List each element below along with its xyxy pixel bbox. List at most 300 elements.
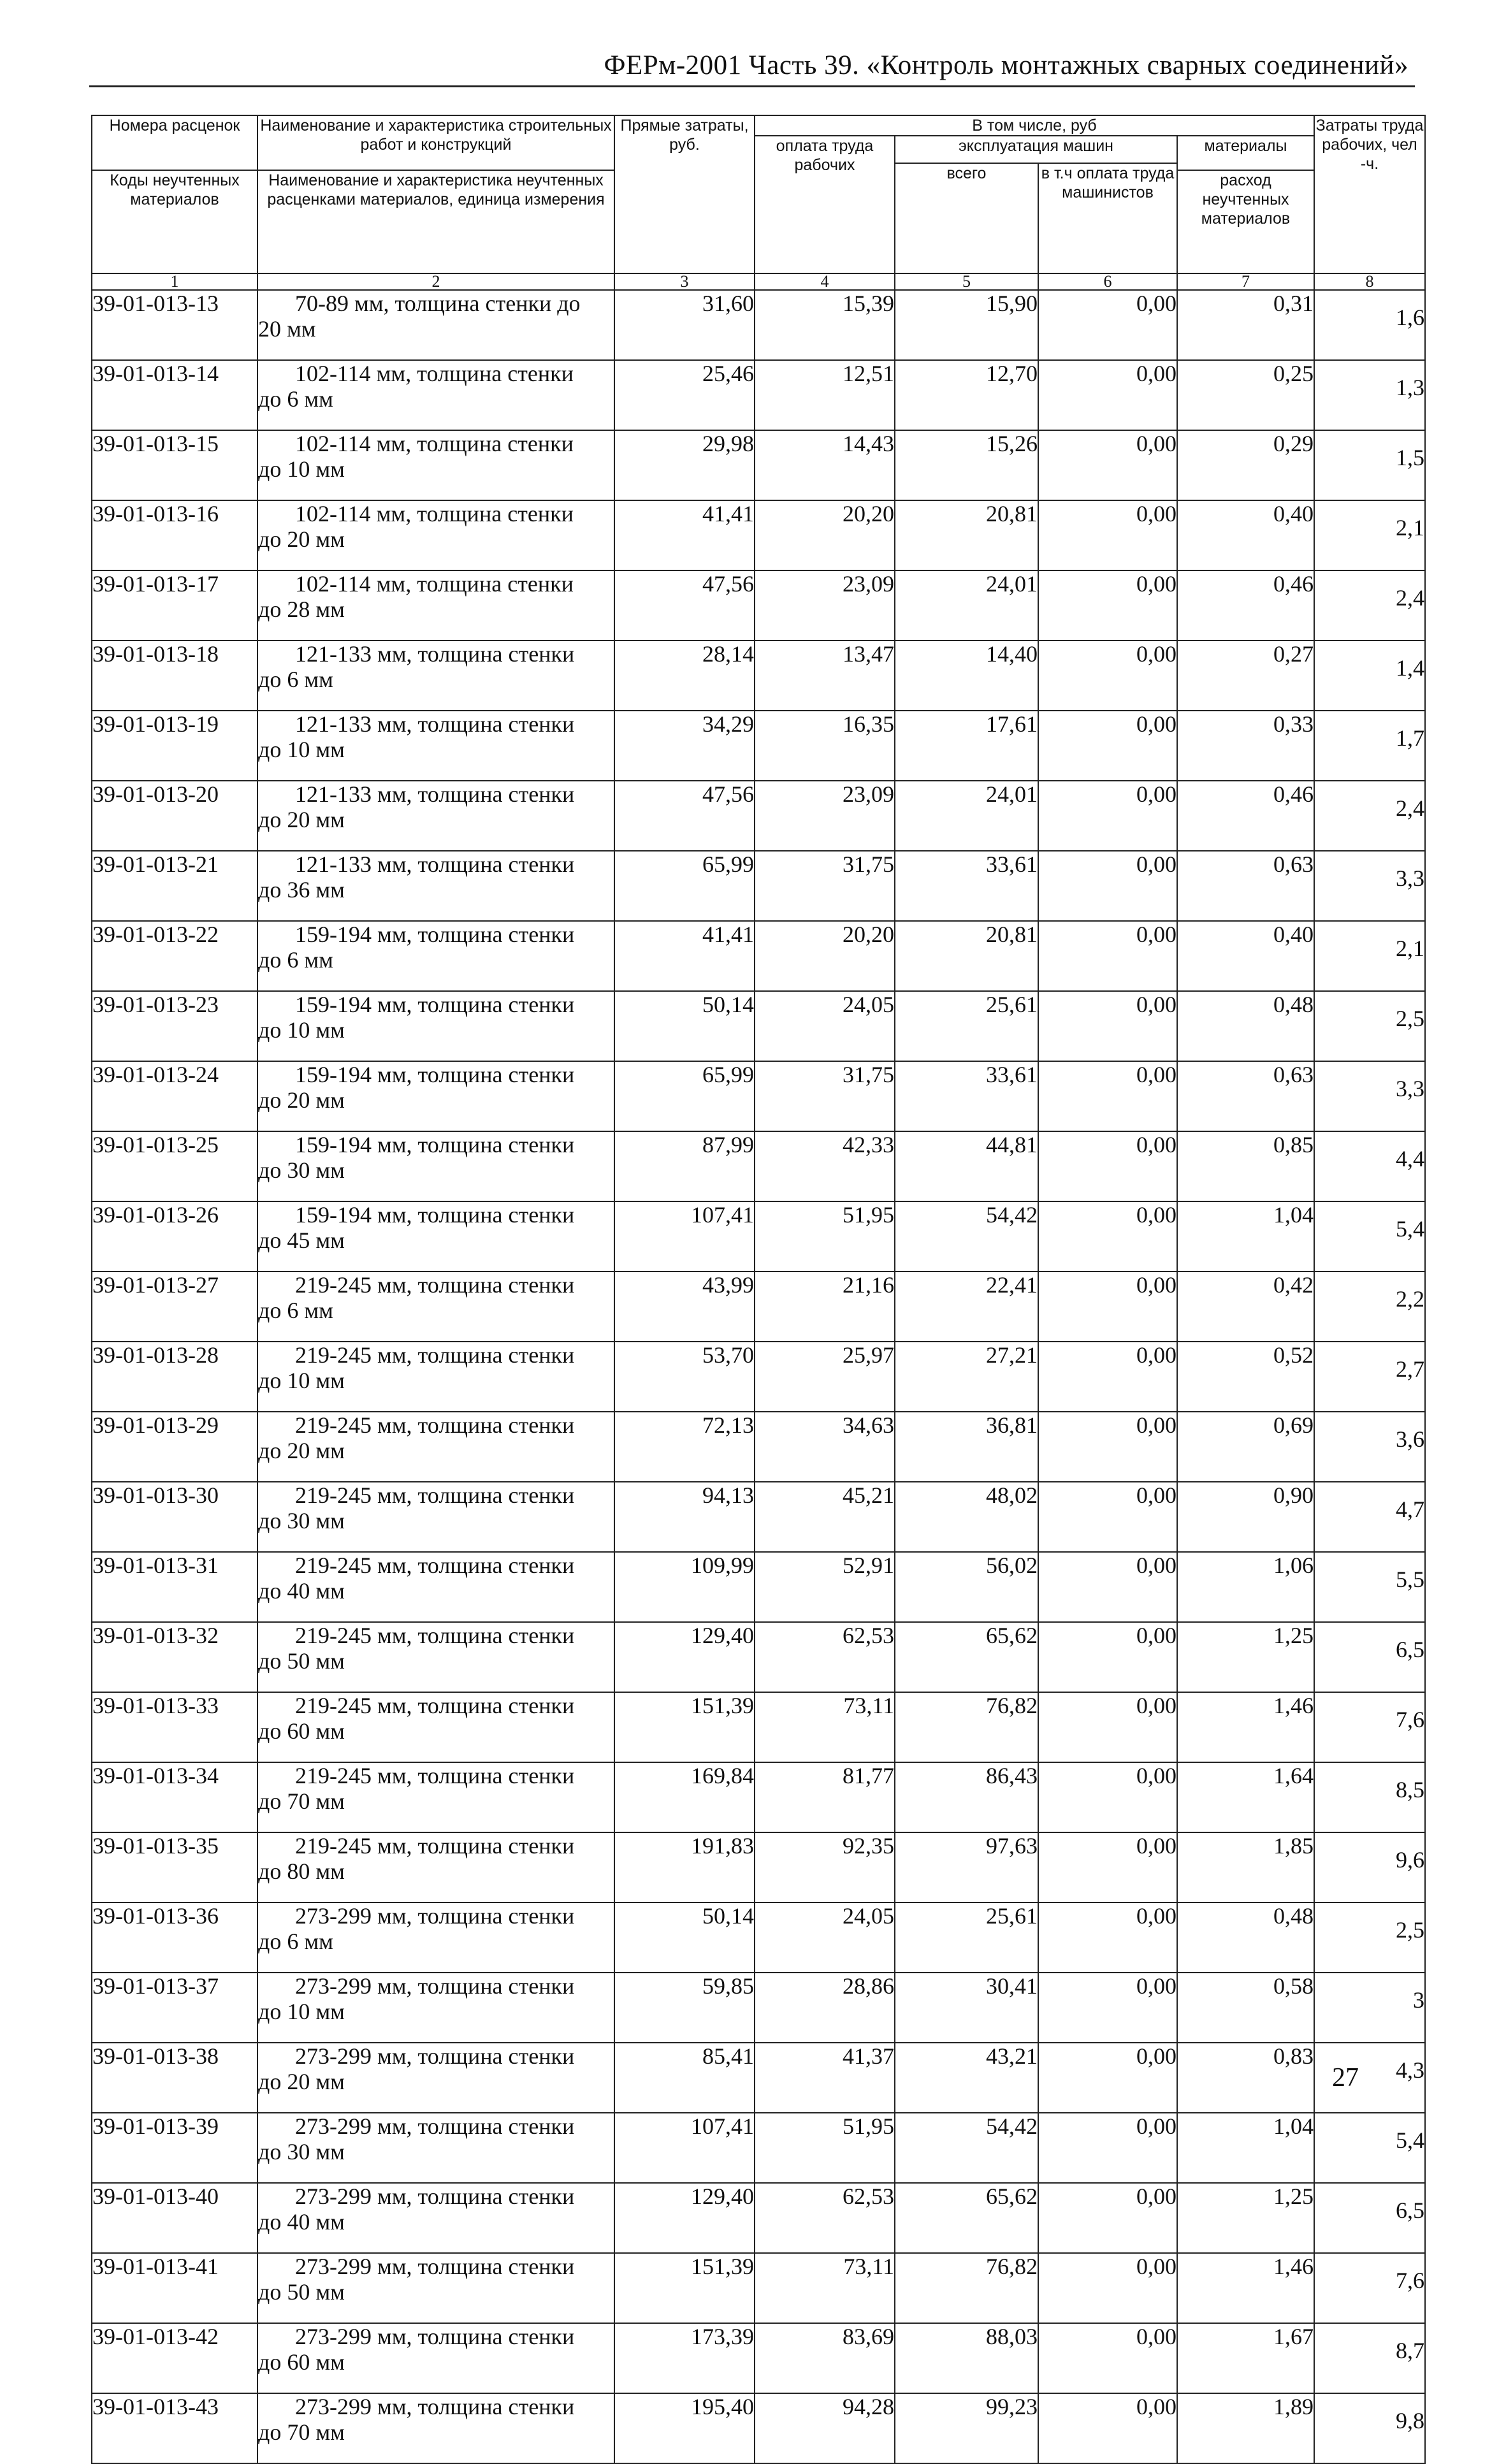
labor-hours-cell: 1,4 bbox=[1314, 641, 1425, 711]
header-machines-total: всего bbox=[895, 163, 1038, 273]
machinist-pay-cell: 0,00 bbox=[1038, 851, 1177, 921]
header-rate-numbers: Номера расценок bbox=[92, 115, 257, 170]
machines-total-cell: 56,02 bbox=[895, 1552, 1038, 1622]
rate-code-cell: 39-01-013-18 bbox=[92, 641, 257, 711]
header-material-names: Наименование и характеристика неучтенных расценками материалов, единица измерения bbox=[257, 170, 614, 273]
work-description-line2: до 10 мм bbox=[258, 1017, 345, 1043]
materials-cell: 0,25 bbox=[1177, 360, 1314, 430]
direct-costs-cell: 109,99 bbox=[614, 1552, 755, 1622]
machines-total-cell: 54,42 bbox=[895, 2113, 1038, 2183]
table-row bbox=[92, 500, 1425, 570]
work-description-line1: 219-245 мм, толщина стенки bbox=[295, 1693, 575, 1718]
work-description-line1: 273-299 мм, толщина стенки bbox=[295, 2254, 575, 2279]
labor-hours-cell: 4,3 bbox=[1314, 2043, 1425, 2113]
rate-code-cell: 39-01-013-29 bbox=[92, 1412, 257, 1482]
machines-total-cell: 24,01 bbox=[895, 570, 1038, 641]
rate-code-cell: 39-01-013-26 bbox=[92, 1201, 257, 1272]
work-description-line1: 273-299 мм, толщина стенки bbox=[295, 1903, 575, 1929]
work-description-line2: до 80 мм bbox=[258, 1859, 345, 1884]
machinist-pay-cell: 0,00 bbox=[1038, 2183, 1177, 2253]
table-row bbox=[92, 570, 1425, 641]
rate-code-cell: 39-01-013-33 bbox=[92, 1692, 257, 1762]
labor-hours-cell: 2,4 bbox=[1314, 570, 1425, 641]
worker-pay-cell: 92,35 bbox=[755, 1832, 895, 1902]
table-row bbox=[92, 2393, 1425, 2463]
work-description-line1: 273-299 мм, толщина стенки bbox=[295, 2394, 575, 2419]
materials-cell: 0,63 bbox=[1177, 1061, 1314, 1131]
work-description-line1: 273-299 мм, толщина стенки bbox=[295, 2184, 575, 2209]
work-description-line2: до 30 мм bbox=[258, 2139, 345, 2164]
labor-hours-cell: 6,5 bbox=[1314, 2183, 1425, 2253]
work-description-line2: до 6 мм bbox=[258, 1929, 333, 1954]
header-material-codes: Коды неучтенных материалов bbox=[92, 170, 257, 273]
table-row bbox=[92, 991, 1425, 1061]
machines-total-cell: 25,61 bbox=[895, 991, 1038, 1061]
machinist-pay-cell: 0,00 bbox=[1038, 711, 1177, 781]
machines-total-cell: 15,90 bbox=[895, 290, 1038, 360]
worker-pay-cell: 28,86 bbox=[755, 1973, 895, 2043]
work-description-line2: до 6 мм bbox=[258, 947, 333, 973]
worker-pay-cell: 62,53 bbox=[755, 1622, 895, 1692]
direct-costs-cell: 59,85 bbox=[614, 1973, 755, 2043]
labor-hours-cell: 2,5 bbox=[1314, 1902, 1425, 1973]
work-description-line2: до 20 мм bbox=[258, 1438, 345, 1463]
machines-total-cell: 86,43 bbox=[895, 1762, 1038, 1832]
machines-total-cell: 76,82 bbox=[895, 2253, 1038, 2323]
work-description-line1: 219-245 мм, толщина стенки bbox=[295, 1412, 575, 1438]
table-row bbox=[92, 1482, 1425, 1552]
labor-hours-cell: 9,6 bbox=[1314, 1832, 1425, 1902]
machinist-pay-cell: 0,00 bbox=[1038, 500, 1177, 570]
worker-pay-cell: 31,75 bbox=[755, 1061, 895, 1131]
machinist-pay-cell: 0,00 bbox=[1038, 570, 1177, 641]
labor-hours-cell: 8,7 bbox=[1314, 2323, 1425, 2393]
work-description-cell bbox=[257, 921, 614, 991]
work-description-cell bbox=[257, 2393, 614, 2463]
work-description-line1: 159-194 мм, толщина стенки bbox=[295, 1202, 575, 1228]
direct-costs-cell: 85,41 bbox=[614, 2043, 755, 2113]
work-description-cell bbox=[257, 500, 614, 570]
rate-code-cell: 39-01-013-43 bbox=[92, 2393, 257, 2463]
worker-pay-cell: 23,09 bbox=[755, 570, 895, 641]
machinist-pay-cell: 0,00 bbox=[1038, 1061, 1177, 1131]
rate-code-cell: 39-01-013-35 bbox=[92, 1832, 257, 1902]
work-description-cell bbox=[257, 1201, 614, 1272]
work-description-cell bbox=[257, 991, 614, 1061]
column-number: 6 bbox=[1038, 273, 1177, 290]
machinist-pay-cell: 0,00 bbox=[1038, 2393, 1177, 2463]
direct-costs-cell: 47,56 bbox=[614, 570, 755, 641]
labor-hours-cell: 3 bbox=[1314, 1973, 1425, 2043]
direct-costs-cell: 107,41 bbox=[614, 1201, 755, 1272]
work-description-cell bbox=[257, 1762, 614, 1832]
work-description-line2: до 20 мм bbox=[258, 2069, 345, 2094]
worker-pay-cell: 31,75 bbox=[755, 851, 895, 921]
machinist-pay-cell: 0,00 bbox=[1038, 1762, 1177, 1832]
direct-costs-cell: 169,84 bbox=[614, 1762, 755, 1832]
materials-cell: 0,42 bbox=[1177, 1272, 1314, 1342]
labor-hours-cell: 9,8 bbox=[1314, 2393, 1425, 2463]
materials-cell: 0,48 bbox=[1177, 1902, 1314, 1973]
work-description-line1: 273-299 мм, толщина стенки bbox=[295, 1973, 575, 1999]
work-description-line1: 102-114 мм, толщина стенки bbox=[295, 571, 574, 597]
materials-cell: 0,63 bbox=[1177, 851, 1314, 921]
labor-hours-cell: 6,5 bbox=[1314, 1622, 1425, 1692]
machinist-pay-cell: 0,00 bbox=[1038, 2043, 1177, 2113]
worker-pay-cell: 73,11 bbox=[755, 2253, 895, 2323]
direct-costs-cell: 94,13 bbox=[614, 1482, 755, 1552]
labor-hours-cell: 4,4 bbox=[1314, 1131, 1425, 1201]
direct-costs-cell: 43,99 bbox=[614, 1272, 755, 1342]
direct-costs-cell: 29,98 bbox=[614, 430, 755, 500]
labor-hours-cell: 3,6 bbox=[1314, 1412, 1425, 1482]
work-description-cell bbox=[257, 2323, 614, 2393]
rate-code-cell: 39-01-013-13 bbox=[92, 290, 257, 360]
worker-pay-cell: 21,16 bbox=[755, 1272, 895, 1342]
materials-cell: 0,27 bbox=[1177, 641, 1314, 711]
machines-total-cell: 43,21 bbox=[895, 2043, 1038, 2113]
work-description-line2: до 70 мм bbox=[258, 1788, 345, 1814]
labor-hours-cell: 4,7 bbox=[1314, 1482, 1425, 1552]
labor-hours-cell: 2,5 bbox=[1314, 991, 1425, 1061]
machines-total-cell: 17,61 bbox=[895, 711, 1038, 781]
machinist-pay-cell: 0,00 bbox=[1038, 360, 1177, 430]
machines-total-cell: 65,62 bbox=[895, 1622, 1038, 1692]
machinist-pay-cell: 0,00 bbox=[1038, 1902, 1177, 1973]
table-row bbox=[92, 2323, 1425, 2393]
work-description-cell bbox=[257, 360, 614, 430]
worker-pay-cell: 83,69 bbox=[755, 2323, 895, 2393]
labor-hours-cell: 7,6 bbox=[1314, 2253, 1425, 2323]
work-description-line2: до 45 мм bbox=[258, 1228, 345, 1253]
rate-code-cell: 39-01-013-36 bbox=[92, 1902, 257, 1973]
work-description-cell bbox=[257, 711, 614, 781]
machinist-pay-cell: 0,00 bbox=[1038, 290, 1177, 360]
worker-pay-cell: 24,05 bbox=[755, 991, 895, 1061]
direct-costs-cell: 50,14 bbox=[614, 991, 755, 1061]
machinist-pay-cell: 0,00 bbox=[1038, 1622, 1177, 1692]
machinist-pay-cell: 0,00 bbox=[1038, 1131, 1177, 1201]
labor-hours-cell: 7,6 bbox=[1314, 1692, 1425, 1762]
header-machine-operation: эксплуатация машин bbox=[895, 136, 1177, 163]
table-row bbox=[92, 2183, 1425, 2253]
table-row bbox=[92, 1201, 1425, 1272]
table-row bbox=[92, 2113, 1425, 2183]
work-description-cell bbox=[257, 430, 614, 500]
materials-cell: 0,90 bbox=[1177, 1482, 1314, 1552]
worker-pay-cell: 34,63 bbox=[755, 1412, 895, 1482]
machines-total-cell: 36,81 bbox=[895, 1412, 1038, 1482]
work-description-line1: 121-133 мм, толщина стенки bbox=[295, 781, 575, 807]
machinist-pay-cell: 0,00 bbox=[1038, 1272, 1177, 1342]
direct-costs-cell: 129,40 bbox=[614, 1622, 755, 1692]
rate-code-cell: 39-01-013-30 bbox=[92, 1482, 257, 1552]
work-description-line1: 159-194 мм, толщина стенки bbox=[295, 1132, 575, 1157]
worker-pay-cell: 12,51 bbox=[755, 360, 895, 430]
work-description-line2: до 40 мм bbox=[258, 2209, 345, 2235]
rate-code-cell: 39-01-013-42 bbox=[92, 2323, 257, 2393]
machinist-pay-cell: 0,00 bbox=[1038, 1832, 1177, 1902]
materials-cell: 1,46 bbox=[1177, 2253, 1314, 2323]
header-machinist-pay: в т.ч оплата труда машинистов bbox=[1038, 163, 1177, 273]
work-description-line1: 219-245 мм, толщина стенки bbox=[295, 1482, 575, 1508]
direct-costs-cell: 53,70 bbox=[614, 1342, 755, 1412]
worker-pay-cell: 15,39 bbox=[755, 290, 895, 360]
direct-costs-cell: 87,99 bbox=[614, 1131, 755, 1201]
labor-hours-cell: 8,5 bbox=[1314, 1762, 1425, 1832]
labor-hours-cell: 2,7 bbox=[1314, 1342, 1425, 1412]
direct-costs-cell: 28,14 bbox=[614, 641, 755, 711]
work-description-cell bbox=[257, 851, 614, 921]
machinist-pay-cell: 0,00 bbox=[1038, 991, 1177, 1061]
work-description-line2: до 70 мм bbox=[258, 2419, 345, 2445]
table-body bbox=[92, 290, 1425, 2463]
worker-pay-cell: 20,20 bbox=[755, 500, 895, 570]
page-number: 27 bbox=[1332, 2063, 1359, 2092]
machines-total-cell: 33,61 bbox=[895, 1061, 1038, 1131]
materials-cell: 0,48 bbox=[1177, 991, 1314, 1061]
direct-costs-cell: 191,83 bbox=[614, 1832, 755, 1902]
work-description-line2: до 20 мм bbox=[258, 807, 345, 832]
work-description-line1: 273-299 мм, толщина стенки bbox=[295, 2043, 575, 2069]
work-description-cell bbox=[257, 290, 614, 360]
rate-code-cell: 39-01-013-27 bbox=[92, 1272, 257, 1342]
rate-code-cell: 39-01-013-37 bbox=[92, 1973, 257, 2043]
table-row bbox=[92, 360, 1425, 430]
header-labor-hours: Затраты труда рабочих, чел -ч. bbox=[1314, 115, 1425, 273]
worker-pay-cell: 94,28 bbox=[755, 2393, 895, 2463]
machines-total-cell: 24,01 bbox=[895, 781, 1038, 851]
table-row bbox=[92, 1272, 1425, 1342]
work-description-cell bbox=[257, 1342, 614, 1412]
machines-total-cell: 20,81 bbox=[895, 500, 1038, 570]
materials-cell: 0,31 bbox=[1177, 290, 1314, 360]
materials-cell: 1,85 bbox=[1177, 1832, 1314, 1902]
machines-total-cell: 88,03 bbox=[895, 2323, 1038, 2393]
machinist-pay-cell: 0,00 bbox=[1038, 641, 1177, 711]
materials-cell: 1,04 bbox=[1177, 2113, 1314, 2183]
rate-code-cell: 39-01-013-22 bbox=[92, 921, 257, 991]
machines-total-cell: 33,61 bbox=[895, 851, 1038, 921]
work-description-cell bbox=[257, 2113, 614, 2183]
materials-cell: 1,67 bbox=[1177, 2323, 1314, 2393]
work-description-line2: до 50 мм bbox=[258, 2279, 345, 2305]
work-description-cell bbox=[257, 1622, 614, 1692]
work-description-line1: 219-245 мм, толщина стенки bbox=[295, 1763, 575, 1788]
rate-code-cell: 39-01-013-15 bbox=[92, 430, 257, 500]
direct-costs-cell: 129,40 bbox=[614, 2183, 755, 2253]
materials-cell: 1,89 bbox=[1177, 2393, 1314, 2463]
rate-code-cell: 39-01-013-16 bbox=[92, 500, 257, 570]
direct-costs-cell: 65,99 bbox=[614, 1061, 755, 1131]
machines-total-cell: 76,82 bbox=[895, 1692, 1038, 1762]
labor-hours-cell: 2,1 bbox=[1314, 500, 1425, 570]
work-description-line2: до 30 мм bbox=[258, 1508, 345, 1533]
materials-cell: 0,85 bbox=[1177, 1131, 1314, 1201]
column-number-row bbox=[92, 273, 1425, 290]
materials-cell: 0,83 bbox=[1177, 2043, 1314, 2113]
work-description-line2: до 10 мм bbox=[258, 1999, 345, 2024]
rate-code-cell: 39-01-013-17 bbox=[92, 570, 257, 641]
work-description-cell bbox=[257, 2043, 614, 2113]
table-row bbox=[92, 1692, 1425, 1762]
header-unaccounted-materials: расход неучтенных материалов bbox=[1177, 170, 1314, 273]
worker-pay-cell: 51,95 bbox=[755, 1201, 895, 1272]
work-description-cell bbox=[257, 1412, 614, 1482]
labor-hours-cell: 5,4 bbox=[1314, 1201, 1425, 1272]
materials-cell: 1,04 bbox=[1177, 1201, 1314, 1272]
rate-code-cell: 39-01-013-28 bbox=[92, 1342, 257, 1412]
direct-costs-cell: 41,41 bbox=[614, 500, 755, 570]
machines-total-cell: 27,21 bbox=[895, 1342, 1038, 1412]
labor-hours-cell: 3,3 bbox=[1314, 1061, 1425, 1131]
header-direct-costs: Прямые затраты, руб. bbox=[614, 115, 755, 273]
table-row bbox=[92, 1902, 1425, 1973]
labor-hours-cell: 1,6 bbox=[1314, 290, 1425, 360]
direct-costs-cell: 34,29 bbox=[614, 711, 755, 781]
machinist-pay-cell: 0,00 bbox=[1038, 2323, 1177, 2393]
rate-code-cell: 39-01-013-31 bbox=[92, 1552, 257, 1622]
machines-total-cell: 30,41 bbox=[895, 1973, 1038, 2043]
work-description-line2: до 6 мм bbox=[258, 667, 333, 692]
worker-pay-cell: 20,20 bbox=[755, 921, 895, 991]
rate-code-cell: 39-01-013-32 bbox=[92, 1622, 257, 1692]
direct-costs-cell: 151,39 bbox=[614, 1692, 755, 1762]
work-description-line1: 102-114 мм, толщина стенки bbox=[295, 361, 574, 386]
work-description-cell bbox=[257, 1902, 614, 1973]
rate-code-cell: 39-01-013-14 bbox=[92, 360, 257, 430]
work-description-line1: 159-194 мм, толщина стенки bbox=[295, 1062, 575, 1087]
worker-pay-cell: 41,37 bbox=[755, 2043, 895, 2113]
worker-pay-cell: 81,77 bbox=[755, 1762, 895, 1832]
header-divider bbox=[89, 85, 1415, 87]
rate-code-cell: 39-01-013-41 bbox=[92, 2253, 257, 2323]
labor-hours-cell: 2,2 bbox=[1314, 1272, 1425, 1342]
table-row bbox=[92, 290, 1425, 360]
column-number: 8 bbox=[1314, 273, 1425, 290]
machinist-pay-cell: 0,00 bbox=[1038, 921, 1177, 991]
machines-total-cell: 48,02 bbox=[895, 1482, 1038, 1552]
machinist-pay-cell: 0,00 bbox=[1038, 1692, 1177, 1762]
table-row bbox=[92, 1762, 1425, 1832]
column-number: 7 bbox=[1177, 273, 1314, 290]
work-description-line2: до 60 мм bbox=[258, 2349, 345, 2375]
table-row bbox=[92, 1973, 1425, 2043]
header-work-name: Наименование и характеристика строительных работ и конструкций bbox=[257, 115, 614, 170]
worker-pay-cell: 45,21 bbox=[755, 1482, 895, 1552]
table-row bbox=[92, 921, 1425, 991]
worker-pay-cell: 51,95 bbox=[755, 2113, 895, 2183]
work-description-line2: до 20 мм bbox=[258, 526, 345, 552]
worker-pay-cell: 25,97 bbox=[755, 1342, 895, 1412]
materials-cell: 1,46 bbox=[1177, 1692, 1314, 1762]
work-description-cell bbox=[257, 1131, 614, 1201]
work-description-cell bbox=[257, 570, 614, 641]
machinist-pay-cell: 0,00 bbox=[1038, 1482, 1177, 1552]
work-description-line2: до 10 мм bbox=[258, 456, 345, 482]
rate-code-cell: 39-01-013-34 bbox=[92, 1762, 257, 1832]
work-description-line1: 273-299 мм, толщина стенки bbox=[295, 2113, 575, 2139]
rate-code-cell: 39-01-013-23 bbox=[92, 991, 257, 1061]
direct-costs-cell: 151,39 bbox=[614, 2253, 755, 2323]
rate-code-cell: 39-01-013-19 bbox=[92, 711, 257, 781]
work-description-line2: до 28 мм bbox=[258, 597, 345, 622]
machinist-pay-cell: 0,00 bbox=[1038, 781, 1177, 851]
work-description-line1: 159-194 мм, толщина стенки bbox=[295, 922, 575, 947]
machinist-pay-cell: 0,00 bbox=[1038, 1412, 1177, 1482]
table-row bbox=[92, 1131, 1425, 1201]
work-description-line1: 219-245 мм, толщина стенки bbox=[295, 1623, 575, 1648]
header-worker-pay: оплата труда рабочих bbox=[755, 136, 895, 273]
header-including-group: В том числе, руб bbox=[755, 115, 1314, 136]
worker-pay-cell: 14,43 bbox=[755, 430, 895, 500]
work-description-line2: 20 мм bbox=[258, 316, 316, 342]
materials-cell: 0,58 bbox=[1177, 1973, 1314, 2043]
machines-total-cell: 97,63 bbox=[895, 1832, 1038, 1902]
table-row bbox=[92, 1061, 1425, 1131]
direct-costs-cell: 31,60 bbox=[614, 290, 755, 360]
table-header bbox=[92, 115, 1425, 290]
work-description-line2: до 6 мм bbox=[258, 386, 333, 412]
direct-costs-cell: 173,39 bbox=[614, 2323, 755, 2393]
table-row bbox=[92, 430, 1425, 500]
table-row bbox=[92, 1412, 1425, 1482]
work-description-cell bbox=[257, 641, 614, 711]
work-description-line1: 219-245 мм, толщина стенки bbox=[295, 1272, 575, 1298]
work-description-line2: до 40 мм bbox=[258, 1578, 345, 1604]
labor-hours-cell: 1,3 bbox=[1314, 360, 1425, 430]
worker-pay-cell: 23,09 bbox=[755, 781, 895, 851]
labor-hours-cell: 5,4 bbox=[1314, 2113, 1425, 2183]
worker-pay-cell: 24,05 bbox=[755, 1902, 895, 1973]
rate-code-cell: 39-01-013-21 bbox=[92, 851, 257, 921]
materials-cell: 0,69 bbox=[1177, 1412, 1314, 1482]
direct-costs-cell: 107,41 bbox=[614, 2113, 755, 2183]
work-description-line1: 102-114 мм, толщина стенки bbox=[295, 431, 574, 456]
machinist-pay-cell: 0,00 bbox=[1038, 1552, 1177, 1622]
work-description-cell bbox=[257, 1692, 614, 1762]
work-description-cell bbox=[257, 781, 614, 851]
table-row bbox=[92, 781, 1425, 851]
work-description-line1: 219-245 мм, толщина стенки bbox=[295, 1833, 575, 1859]
work-description-cell bbox=[257, 1832, 614, 1902]
table-row bbox=[92, 851, 1425, 921]
machines-total-cell: 14,40 bbox=[895, 641, 1038, 711]
header-materials: материалы bbox=[1177, 136, 1314, 170]
machinist-pay-cell: 0,00 bbox=[1038, 1973, 1177, 2043]
work-description-cell bbox=[257, 2253, 614, 2323]
materials-cell: 0,46 bbox=[1177, 781, 1314, 851]
materials-cell: 0,40 bbox=[1177, 921, 1314, 991]
labor-hours-cell: 5,5 bbox=[1314, 1552, 1425, 1622]
column-number: 4 bbox=[755, 273, 895, 290]
table-row bbox=[92, 1342, 1425, 1412]
labor-hours-cell: 2,4 bbox=[1314, 781, 1425, 851]
machines-total-cell: 12,70 bbox=[895, 360, 1038, 430]
direct-costs-cell: 25,46 bbox=[614, 360, 755, 430]
rate-code-cell: 39-01-013-39 bbox=[92, 2113, 257, 2183]
work-description-line1: 219-245 мм, толщина стенки bbox=[295, 1342, 575, 1368]
machinist-pay-cell: 0,00 bbox=[1038, 1342, 1177, 1412]
machinist-pay-cell: 0,00 bbox=[1038, 430, 1177, 500]
column-number: 2 bbox=[257, 273, 614, 290]
machines-total-cell: 20,81 bbox=[895, 921, 1038, 991]
machines-total-cell: 54,42 bbox=[895, 1201, 1038, 1272]
rate-code-cell: 39-01-013-38 bbox=[92, 2043, 257, 2113]
worker-pay-cell: 62,53 bbox=[755, 2183, 895, 2253]
column-number: 5 bbox=[895, 273, 1038, 290]
machinist-pay-cell: 0,00 bbox=[1038, 1201, 1177, 1272]
